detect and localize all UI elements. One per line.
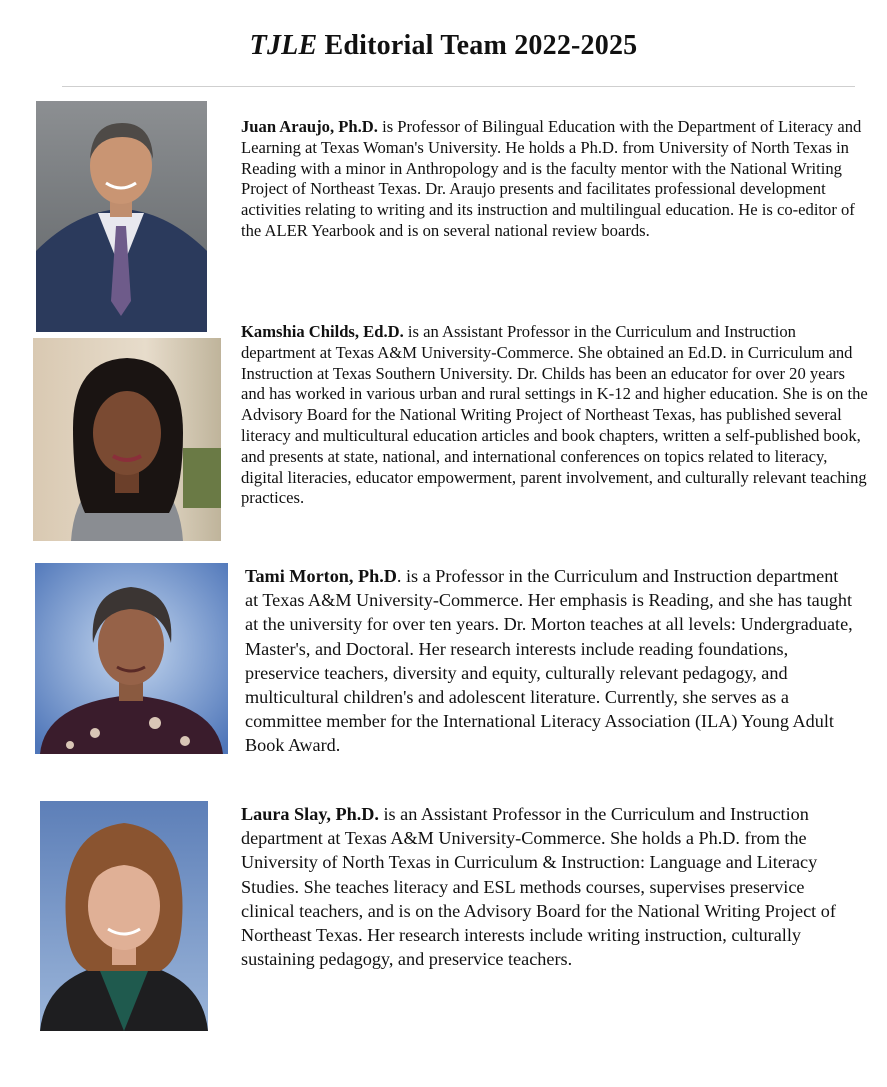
portrait-kamshia-childs [33, 338, 221, 541]
title-text: Editorial Team 2022-2025 [317, 30, 638, 61]
bio-juan-araujo [241, 117, 871, 242]
member-bio: is an Assistant Professor in the Curriculum and Instruction department at Texas A&M University-Commerce. She holds a Ph.D. from the University of North Texas in Curriculum & Instruction: Language and Literacy Studies. She teaches literacy and ESL methods courses, supervises preservice clinical teachers, and is on the Advisory Board for the National Writing Project of Northeast Texas. Her research interests include writing instruction, culturally sustaining pedagogy, and preservice teachers. [241, 804, 836, 970]
member-name: Juan Araujo, Ph.D. [241, 117, 378, 136]
journal-abbrev: TJLE [249, 30, 318, 61]
portrait-juan-araujo [36, 101, 207, 332]
portrait-tami-morton [35, 563, 228, 754]
member-bio: is an Assistant Professor in the Curriculum and Instruction department at Texas A&M University-Commerce. She obtained an Ed.D. in Curriculum and Instruction at Texas Southern University. Dr. Childs has been an educator for over 20 years and has worked in various urban and rural settings in K-12 and higher education. She is on the Advisory Board for the National Writing Project of Northeast Texas, has published several literacy and multicultural education articles and book chapters, written a self-published book, and presents at state, national, and international conferences on topics related to literacy, digital literacies, educator empowerment, parent involvement, and culturally relevant teaching practices. [241, 322, 868, 508]
member-name: Kamshia Childs, Ed.D. [241, 322, 404, 341]
bio-tami-morton [245, 564, 855, 758]
bio-laura-slay [241, 802, 861, 971]
bio-kamshia-childs [241, 322, 871, 509]
portrait-laura-slay [40, 801, 208, 1031]
page-title [0, 30, 887, 62]
member-name: Tami Morton, Ph.D [245, 566, 397, 586]
member-bio: . is a Professor in the Curriculum and Instruction department at Texas A&M University-Commerce. Her emphasis is Reading, and she has taught at the university for over ten years. Dr. Morton teaches at all levels: Undergraduate, Master's, and Doctoral. Her research interests include reading foundations, preservice teachers, diversity and equity, culturally relevant pedagogy, and multicultural children's and adolescent literature. Currently, she serves as a committee member for the International Literacy Association (ILA) Young Adult Book Award. [245, 566, 853, 756]
member-name: Laura Slay, Ph.D. [241, 804, 379, 824]
title-divider [62, 86, 855, 87]
member-bio: is Professor of Bilingual Education with the Department of Literacy and Learning at Texas Woman's University. He holds a Ph.D. from University of North Texas in Reading with a minor in Anthropology and is the faculty mentor with the National Writing Project of Northeast Texas. Dr. Araujo presents and facilitates professional development activities relating to writing and its instruction and multilingual education. He is co-editor of the ALER Yearbook and is on several national review boards. [241, 117, 862, 240]
